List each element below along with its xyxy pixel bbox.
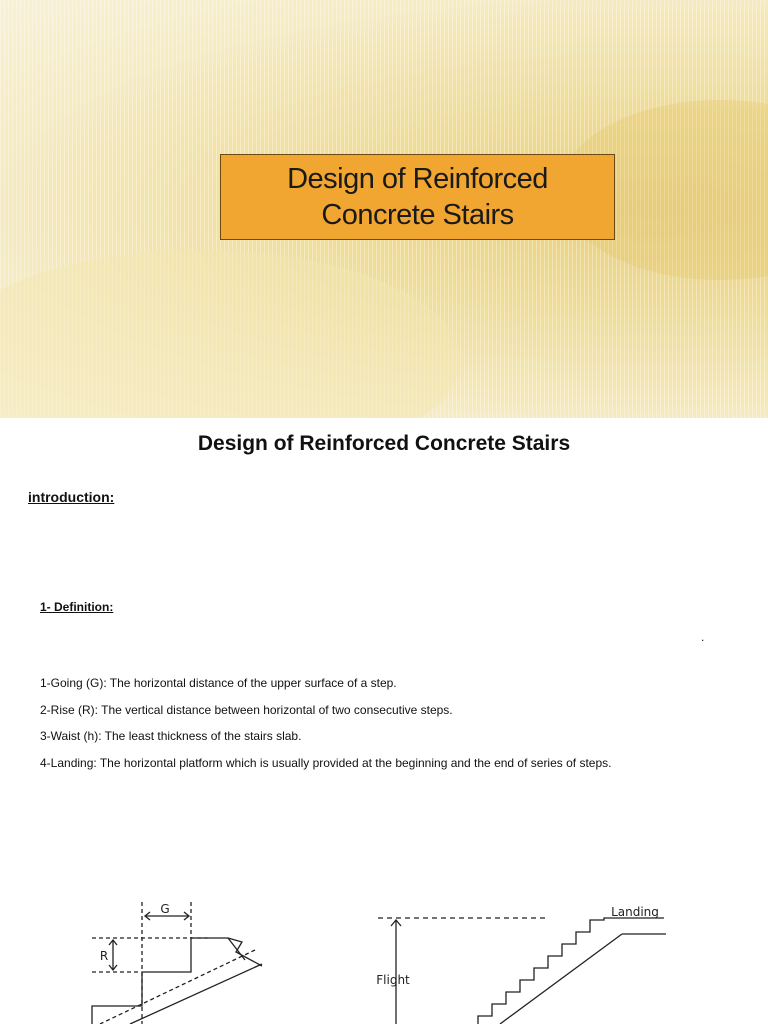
definition-waist: 3-Waist (h): The least thickness of the stairs slab. (40, 729, 302, 743)
slide-background-swirl (0, 250, 460, 418)
stairs-diagrams (0, 880, 768, 1024)
slide-title-box (220, 154, 615, 240)
title-slide (0, 0, 768, 418)
definition-rise: 2-Rise (R): The vertical distance between horizontal of two consecutive steps. (40, 703, 453, 717)
going-label: G (160, 902, 170, 916)
introduction-heading: introduction: (28, 489, 115, 505)
definition-heading: 1- Definition: (40, 600, 114, 614)
flight-landing-diagram (378, 918, 666, 1024)
landing-label: Landing (611, 905, 659, 919)
step-detail-diagram (92, 902, 262, 1024)
slide-title-line1: Design of Reinforced (287, 163, 548, 195)
definition-going: 1-Going (G): The horizontal distance of the upper surface of a step. (40, 676, 397, 690)
stray-mark: . (701, 630, 705, 644)
slide-title-line2: Concrete Stairs (321, 199, 514, 231)
rise-label: R (99, 949, 109, 963)
document-heading: Design of Reinforced Concrete Stairs (197, 432, 571, 455)
flight-label: Flight (376, 973, 410, 987)
definition-landing: 4-Landing: The horizontal platform which is usually provided at the beginning and the end of series of steps. (40, 756, 612, 770)
